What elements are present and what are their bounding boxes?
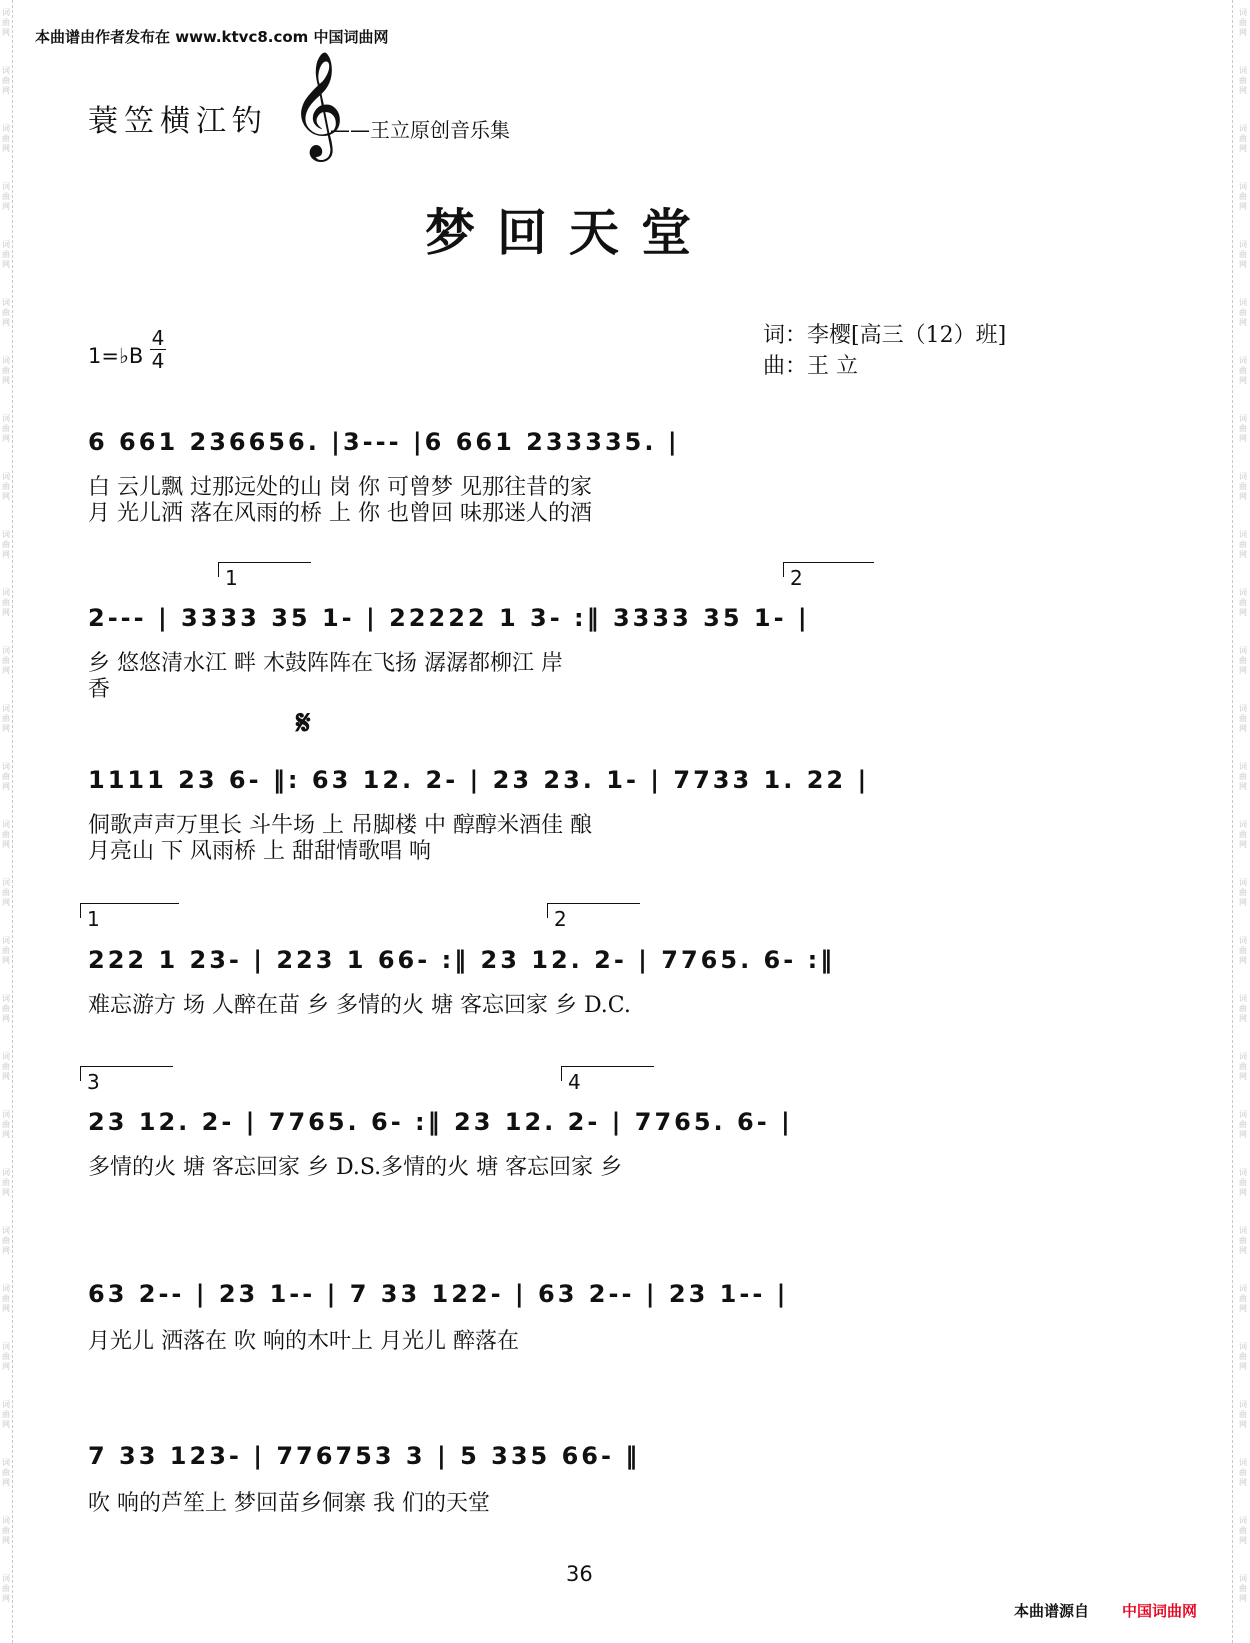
- watermark-mark: 词 曲 网: [2, 530, 10, 559]
- volta-label: 1: [225, 566, 238, 590]
- lyrics-line-2-verse-1: 乡 悠悠清水江 畔 木鼓阵阵在飞扬 潺潺都柳江 岸: [88, 651, 563, 676]
- time-signature-top: 4: [151, 326, 165, 350]
- watermark-mark: 词 曲 网: [2, 472, 10, 501]
- footer-source-label: 本曲谱源自: [1014, 1602, 1090, 1620]
- volta-label: 4: [568, 1070, 581, 1094]
- watermark-mark: 词 曲 网: [2, 298, 10, 327]
- watermark-mark: 词 曲 网: [1239, 878, 1247, 907]
- watermark-mark: 词 曲 网: [2, 182, 10, 211]
- volta-bracket-1: [218, 562, 311, 590]
- watermark-mark: 词 曲 网: [2, 646, 10, 675]
- watermark-mark: 词 曲 网: [2, 704, 10, 733]
- watermark-mark: 词 曲 网: [1239, 530, 1247, 559]
- watermark-mark: 词 曲 网: [1239, 182, 1247, 211]
- watermark-mark: 词 曲 网: [1239, 1226, 1247, 1255]
- right-margin-guide: [1232, 0, 1234, 1643]
- notation-line-3: 1111 23 6- ‖: 63 12. 2- | 23 23. 1- | 7733 1. 22 |: [88, 766, 870, 794]
- watermark-mark: 词 曲 网: [1239, 1052, 1247, 1081]
- song-title: 梦回天堂: [425, 203, 713, 262]
- segno-icon: 𝄋: [296, 703, 311, 743]
- album-subtitle: ——王立原创音乐集: [330, 118, 510, 142]
- watermark-mark: 词 曲 网: [2, 1342, 10, 1371]
- notation-line-1: 6 661 236656. |3--- |6 661 233335. |: [88, 428, 680, 456]
- lyrics-line-3-verse-1: 侗歌声声万里长 斗牛场 上 吊脚楼 中 醇醇米酒佳 酿: [88, 813, 592, 838]
- lyrics-line-3-verse-2: 月亮山 下 风雨桥 上 甜甜情歌唱 响: [88, 839, 431, 864]
- watermark-mark: 词 曲 网: [1239, 936, 1247, 965]
- volta-label: 2: [554, 907, 567, 931]
- time-signature: [150, 328, 166, 371]
- notation-line-5: 23 12. 2- | 7765. 6- :‖ 23 12. 2- | 7765. 6- |: [88, 1108, 793, 1136]
- watermark-mark: 词 曲 网: [2, 356, 10, 385]
- watermark-mark: 词 曲 网: [1239, 1400, 1247, 1429]
- watermark-mark: 词 曲 网: [1239, 762, 1247, 791]
- watermark-mark: 词 曲 网: [2, 1458, 10, 1487]
- watermark-mark: 词 曲 网: [1239, 240, 1247, 269]
- volta-bracket-1b: [80, 903, 179, 931]
- watermark-mark: 词 曲 网: [2, 994, 10, 1023]
- watermark-mark: 词 曲 网: [1239, 646, 1247, 675]
- watermark-mark: 词 曲 网: [2, 1052, 10, 1081]
- watermark-mark: 词 曲 网: [1239, 1574, 1247, 1603]
- watermark-mark: 词 曲 网: [1239, 820, 1247, 849]
- watermark-mark: 词 曲 网: [2, 1574, 10, 1603]
- watermark-mark: 词 曲 网: [1239, 356, 1247, 385]
- watermark-mark: 词 曲 网: [2, 588, 10, 617]
- notation-line-4: 222 1 23- | 223 1 66- :‖ 23 12. 2- | 7765. 6- :‖: [88, 946, 836, 974]
- lyrics-line-5: 多情的火 塘 客忘回家 乡 D.S.多情的火 塘 客忘回家 乡: [88, 1155, 623, 1180]
- watermark-mark: 词 曲 网: [1239, 472, 1247, 501]
- volta-bracket-3: [80, 1066, 173, 1094]
- lyrics-line-2-verse-2: 香: [88, 677, 111, 702]
- album-title: 蓑笠横江钓: [88, 104, 268, 139]
- page-number: 36: [566, 1562, 593, 1586]
- watermark-mark: 词 曲 网: [2, 1110, 10, 1139]
- watermark-mark: 词 曲 网: [2, 1516, 10, 1545]
- watermark-mark: 词 曲 网: [1239, 414, 1247, 443]
- watermark-mark: 词 曲 网: [2, 1168, 10, 1197]
- watermark-mark: 词 曲 网: [2, 936, 10, 965]
- watermark-mark: 词 曲 网: [2, 762, 10, 791]
- watermark-mark: 词 曲 网: [1239, 8, 1247, 37]
- treble-clef-icon: 𝄞: [290, 50, 345, 157]
- watermark-mark: 词 曲 网: [2, 878, 10, 907]
- watermark-mark: 词 曲 网: [2, 124, 10, 153]
- volta-bracket-2: [783, 562, 874, 590]
- lyrics-line-1-verse-1: 白 云儿飘 过那远处的山 岗 你 可曾梦 见那往昔的家: [88, 475, 592, 500]
- time-signature-bottom: 4: [151, 349, 165, 373]
- watermark-mark: 词 曲 网: [1239, 1284, 1247, 1313]
- notation-line-7: 7 33 123- | 776753 3 | 5 335 66- ‖: [88, 1442, 641, 1470]
- footer-site-link[interactable]: 中国词曲网: [1122, 1602, 1198, 1620]
- watermark-mark: 词 曲 网: [1239, 298, 1247, 327]
- lyrics-line-4: 难忘游方 场 人醉在苗 乡 多情的火 塘 客忘回家 乡 D.C.: [88, 993, 631, 1018]
- header-source-line: 本曲谱由作者发布在 www.ktvc8.com 中国词曲网: [35, 28, 389, 46]
- watermark-mark: 词 曲 网: [1239, 994, 1247, 1023]
- lyricist-credit: 词：李樱[高三（12）班]: [763, 323, 1007, 348]
- lyrics-line-1-verse-2: 月 光儿洒 落在风雨的桥 上 你 也曾回 味那迷人的酒: [88, 501, 592, 526]
- watermark-mark: 词 曲 网: [2, 414, 10, 443]
- watermark-mark: 词 曲 网: [2, 66, 10, 95]
- watermark-mark: 词 曲 网: [1239, 1110, 1247, 1139]
- watermark-mark: 词 曲 网: [2, 1284, 10, 1313]
- watermark-mark: 词 曲 网: [1239, 1342, 1247, 1371]
- watermark-mark: 词 曲 网: [2, 1226, 10, 1255]
- volta-label: 1: [87, 907, 100, 931]
- watermark-mark: 词 曲 网: [1239, 1458, 1247, 1487]
- watermark-mark: 词 曲 网: [1239, 704, 1247, 733]
- watermark-mark: 词 曲 网: [1239, 66, 1247, 95]
- watermark-mark: 词 曲 网: [1239, 1516, 1247, 1545]
- volta-bracket-4: [561, 1066, 654, 1094]
- watermark-mark: 词 曲 网: [2, 8, 10, 37]
- volta-label: 3: [87, 1070, 100, 1094]
- volta-bracket-2b: [547, 903, 640, 931]
- watermark-mark: 词 曲 网: [2, 820, 10, 849]
- volta-label: 2: [790, 566, 803, 590]
- watermark-mark: 词 曲 网: [2, 240, 10, 269]
- lyrics-line-6: 月光儿 洒落在 吹 响的木叶上 月光儿 醉落在: [88, 1329, 519, 1354]
- composer-credit: 曲：王 立: [763, 354, 858, 379]
- watermark-mark: 词 曲 网: [2, 1400, 10, 1429]
- watermark-mark: 词 曲 网: [1239, 124, 1247, 153]
- notation-line-2: 2--- | 3333 35 1- | 22222 1 3- :‖ 3333 35 1- |: [88, 604, 810, 632]
- watermark-mark: 词 曲 网: [1239, 588, 1247, 617]
- key-signature: 1=♭B: [88, 344, 144, 368]
- notation-line-6: 63 2-- | 23 1-- | 7 33 122- | 63 2-- | 23 1-- |: [88, 1280, 789, 1308]
- watermark-mark: 词 曲 网: [1239, 1168, 1247, 1197]
- left-margin-guide: [12, 0, 14, 1643]
- lyrics-line-7: 吹 响的芦笙上 梦回苗乡侗寨 我 们的天堂: [88, 1491, 490, 1516]
